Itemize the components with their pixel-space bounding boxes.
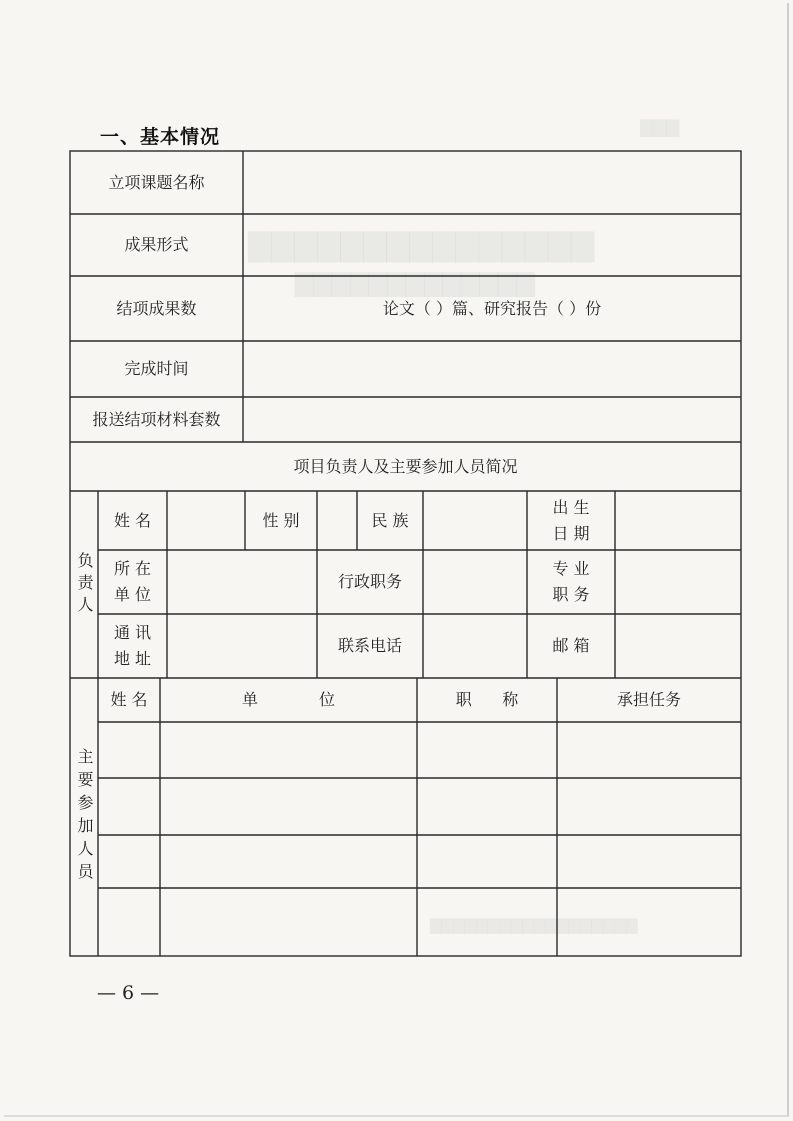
leader-ethnicity-field[interactable] <box>423 491 527 550</box>
participant-row-1[interactable] <box>98 722 741 778</box>
leader-specialty-field[interactable] <box>615 550 741 614</box>
bleed-through-footer-ghost: ▇▇▇▇▇▇▇▇▇▇▇▇▇▇▇▇▇▇ <box>430 916 638 934</box>
participants-col-unit: 单 位 <box>241 690 336 710</box>
leader-birth-label-line2: 日 期 <box>552 523 590 543</box>
members-header: 项目负责人及主要参加人员简况 <box>293 456 518 476</box>
leader-specialty-label-line2: 职 务 <box>552 585 590 604</box>
participants-col-name: 姓 名 <box>110 690 148 710</box>
leader-birth-label-line1: 出 生 <box>552 497 590 517</box>
leader-gender-field[interactable] <box>317 491 357 550</box>
leader-birth-label <box>527 491 615 550</box>
materials-count-field[interactable] <box>243 397 741 442</box>
result-form-label: 成果形式 <box>124 235 189 255</box>
leader-name-label: 姓 名 <box>113 510 152 530</box>
result-count-label: 结项成果数 <box>116 298 197 318</box>
leader-address-label-line2: 地 址 <box>113 649 152 668</box>
bleed-through-subtitle-ghost: ▇▇▇▇▇▇▇▇▇▇▇▇▇ <box>295 268 535 297</box>
participants-col-task: 承担任务 <box>616 690 681 710</box>
leader-unit-field[interactable] <box>167 550 317 614</box>
materials-count-label: 报送结项材料套数 <box>92 409 221 429</box>
participant-row-2[interactable] <box>98 778 741 835</box>
leader-unit-label <box>98 550 167 614</box>
leader-admin-post-field[interactable] <box>423 550 527 614</box>
leader-phone-label: 联系电话 <box>337 636 402 656</box>
bleed-through-title-ghost: ▇▇▇▇▇▇▇▇▇▇▇▇▇▇▇ <box>248 228 595 263</box>
leader-specialty-label-line1: 专 业 <box>552 559 590 579</box>
leader-address-field[interactable] <box>167 614 317 678</box>
participants-group-label <box>70 678 98 956</box>
leader-birth-field[interactable] <box>615 491 741 550</box>
leader-admin-post-label: 行政职务 <box>337 572 402 592</box>
leader-specialty-label <box>527 550 615 614</box>
bleed-through-attachment-ghost: ▇▇▇ <box>640 118 680 138</box>
leader-unit-label-line1: 所 在 <box>113 559 152 579</box>
leader-group-label-text: 负责人 <box>75 551 94 618</box>
project-name-label: 立项课题名称 <box>108 172 205 192</box>
participant-row-3[interactable] <box>98 835 741 888</box>
leader-mailbox-field[interactable] <box>615 614 741 678</box>
leader-address-label-line1: 通 讯 <box>113 623 152 643</box>
leader-ethnicity-label: 民 族 <box>371 510 409 530</box>
participants-group-label-text: 主要参加人员 <box>75 748 94 886</box>
leader-mailbox-label: 邮 箱 <box>552 636 590 656</box>
participant-row-4[interactable] <box>98 888 741 956</box>
leader-address-label <box>98 614 167 678</box>
project-name-field[interactable] <box>243 151 741 214</box>
leader-gender-label: 性 别 <box>262 510 300 530</box>
result-form-field[interactable] <box>243 214 741 276</box>
leader-phone-field[interactable] <box>423 614 527 678</box>
section-title: 一、基本情况 <box>100 126 221 148</box>
page-number: — 6 — <box>97 982 160 1004</box>
completion-time-label: 完成时间 <box>124 359 189 379</box>
completion-time-field[interactable] <box>243 341 741 397</box>
leader-unit-label-line2: 单 位 <box>113 585 152 604</box>
leader-name-field[interactable] <box>167 491 245 550</box>
result-count-field[interactable]: 论文（ ）篇、研究报告（ ）份 <box>382 298 602 318</box>
leader-group-label <box>70 491 98 678</box>
participants-col-title: 职 称 <box>455 690 519 710</box>
